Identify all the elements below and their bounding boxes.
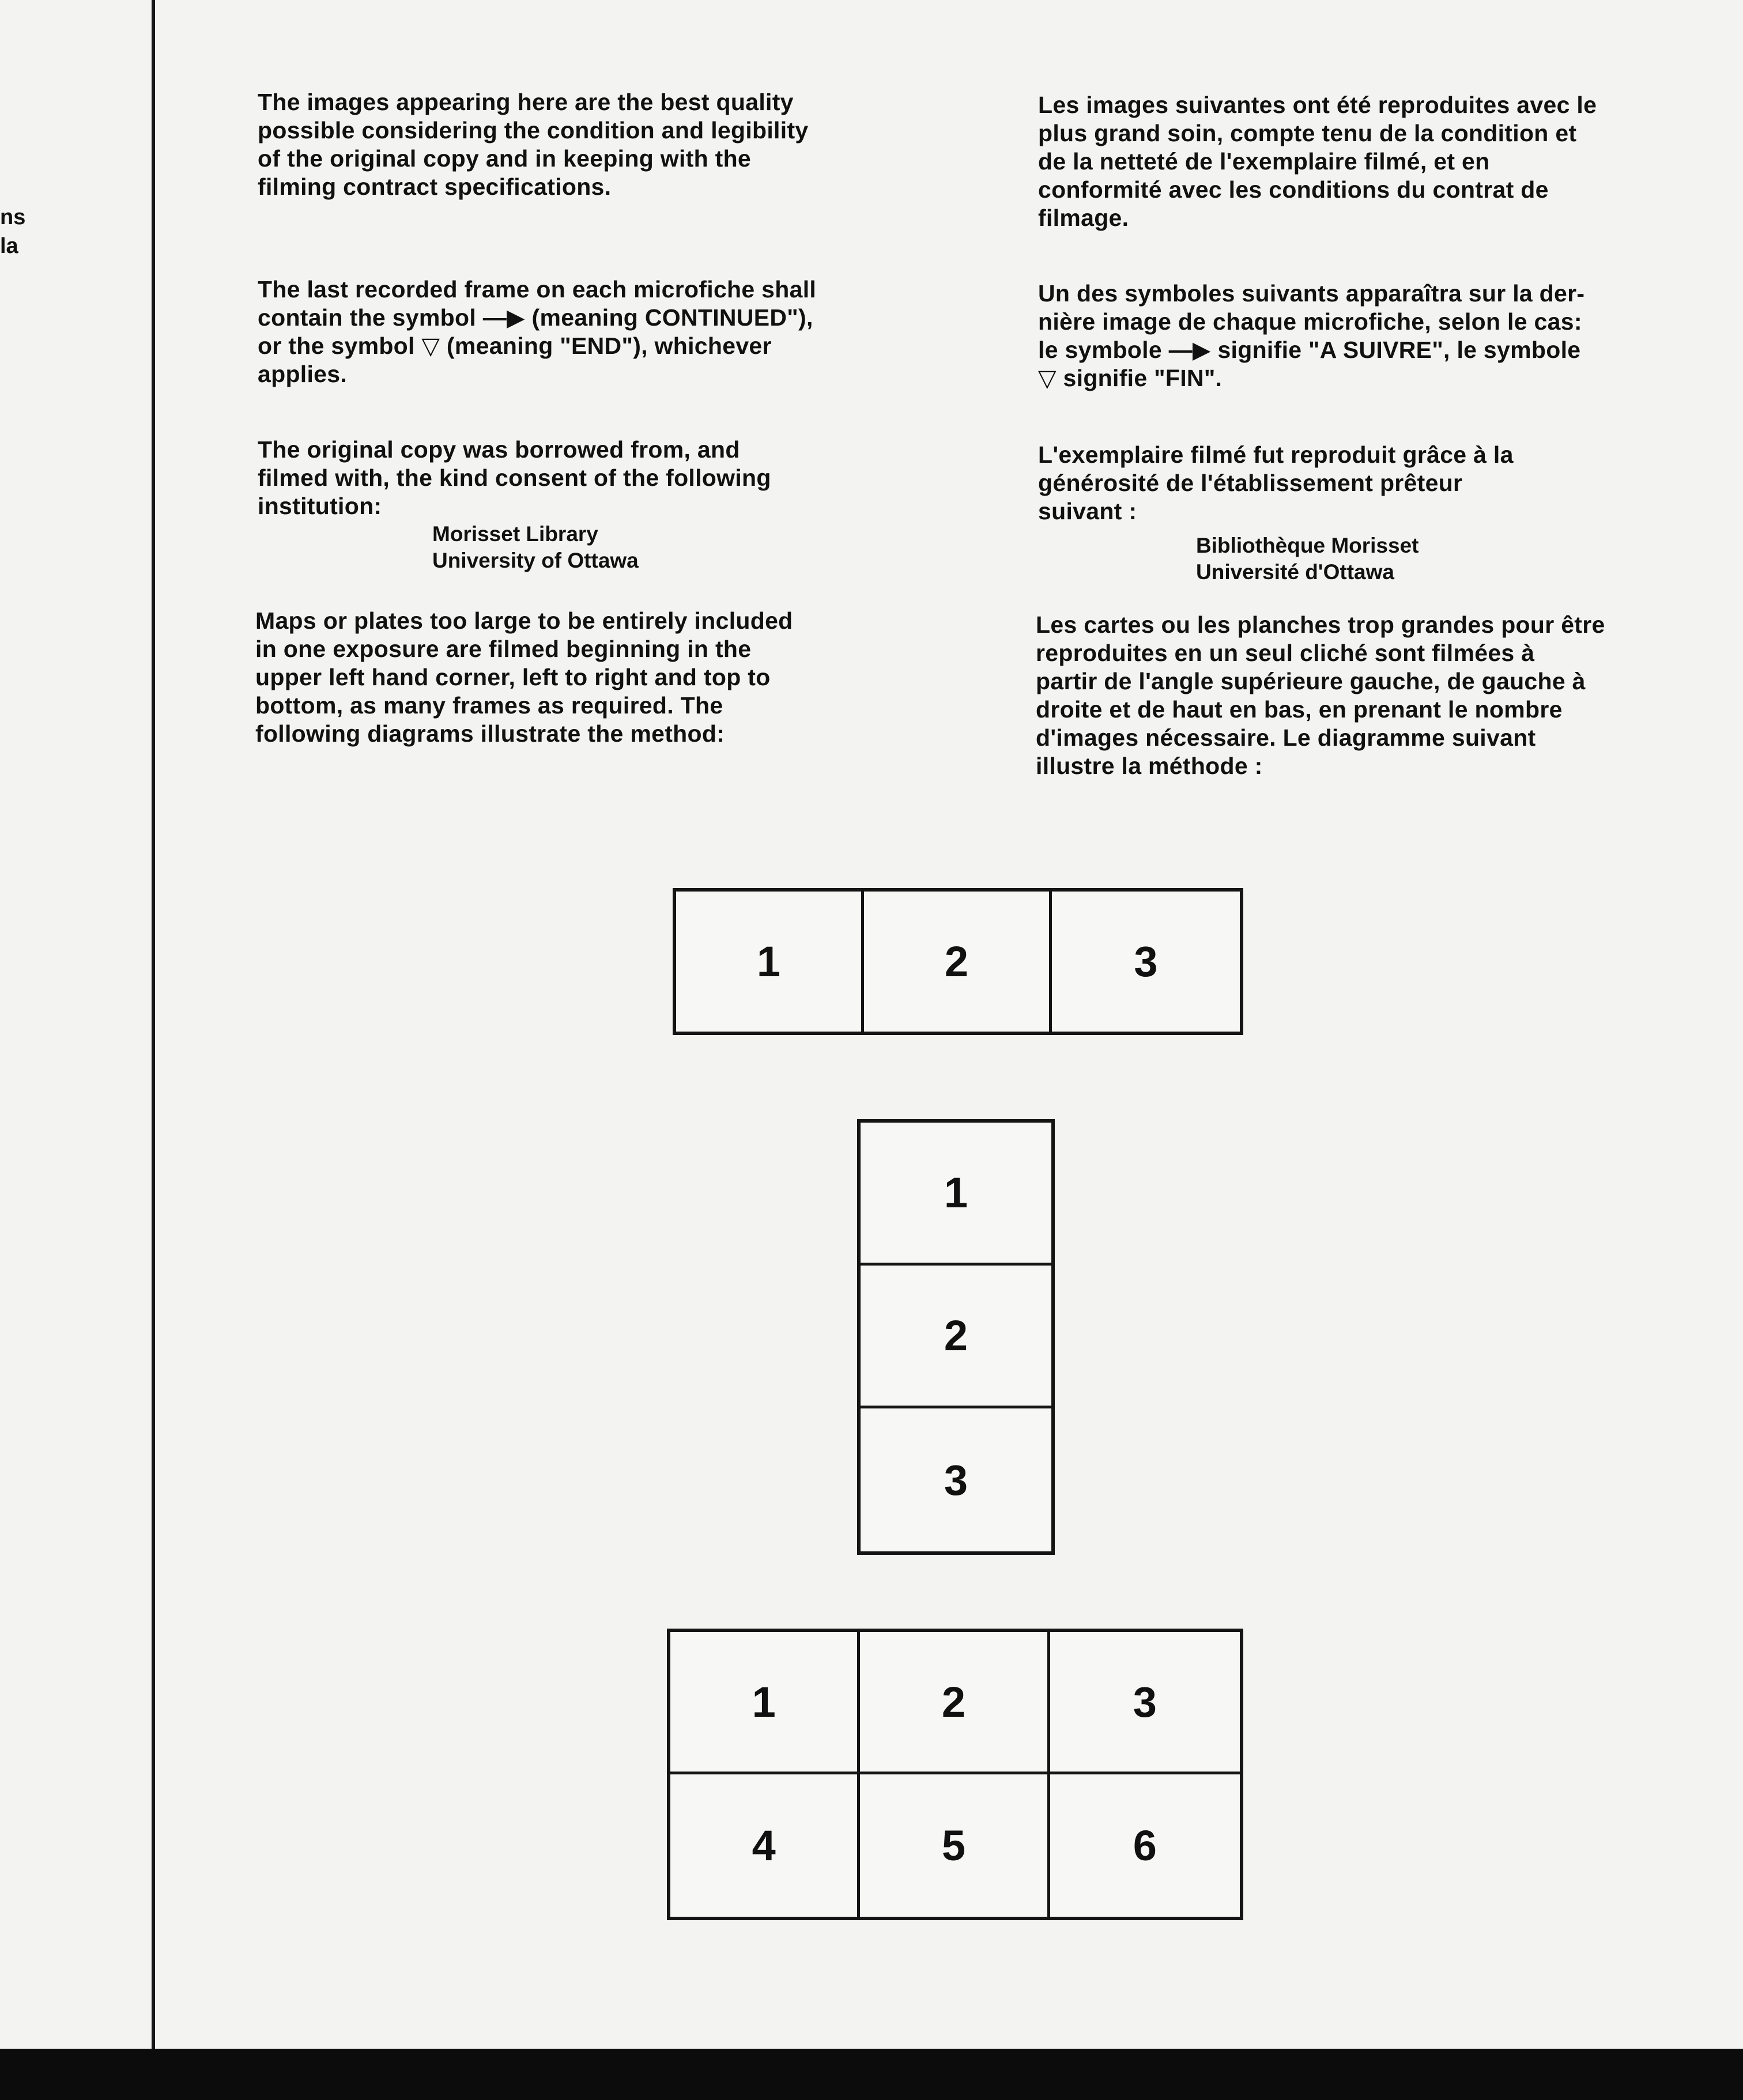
english-maps-statement: Maps or plates too large to be entirely included in one exposure are filmed beginning in the upper left hand corner, left to right and top to bottom, as many frames as required. The following diagrams illustrate the method: [255,607,793,747]
frame-cell: 6 [1133,1822,1157,1869]
french-maps-statement: Les cartes ou les planches trop grandes pour être reproduites en un seul cliché sont filmées à partir de l'angle supérieure gauche, de gauche à droite et de haut en bas, en prenant le nombre d'images nécessaire. Le diagramme suivant illustre la méthode : [1036,611,1605,779]
french-institution-university: Université d'Ottawa [1196,560,1394,584]
french-institution [1196,532,1418,586]
previous-page-edge-fragment: ns la [0,205,26,258]
frame-cell: 2 [864,892,1052,1032]
english-symbol-statement: The last recorded frame on each microfiche shall contain the symbol —▶ (meaning CONTINUED"), or the symbol ▽ (meaning "END"), whichever applies. [258,276,817,387]
french-quality-statement: Les images suivantes ont été reproduites avec le plus grand soin, compte tenu de la condition et de la netteté de l'exemplaire filmé, et en conformité avec les conditions du contrat de filmage. [1038,92,1597,231]
vertical-frame-diagram [857,1119,1055,1555]
frame-cell: 2 [860,1632,1050,1774]
frame-cell: 4 [670,1774,860,1917]
frame-cell: 2 [861,1266,1051,1408]
left-border-line [152,0,155,2049]
bottom-black-border [0,2049,1743,2100]
frame-cell: 3 [944,1456,968,1504]
frame-cell: 3 [1134,938,1158,985]
english-institution-name: Morisset Library [432,522,598,546]
english-borrowed-statement: The original copy was borrowed from, and filmed with, the kind consent of the following institution: [258,436,771,519]
french-borrowed-statement: L'exemplaire filmé fut reproduit grâce à la générosité de l'établissement prêteur suivant : [1038,441,1514,524]
french-institution-name: Bibliothèque Morisset [1196,534,1419,557]
frame-cell: 3 [1050,1632,1240,1774]
grid-frame-diagram [667,1629,1243,1920]
horizontal-frame-diagram [673,888,1243,1035]
frame-cell: 1 [861,1123,1051,1266]
english-quality-statement: The images appearing here are the best quality possible considering the condition and legibility of the original copy and in keeping with the filming contract specifications. [258,89,809,200]
frame-cell: 1 [670,1632,860,1774]
french-symbol-statement: Un des symboles suivants apparaîtra sur la der- nière image de chaque microfiche, selon le cas: le symbole —▶ signifie "A SUIVRE", le symbole ▽ signifie "FIN". [1038,280,1585,391]
frame-cell: 1 [676,892,864,1032]
english-institution [432,521,639,574]
english-institution-university: University of Ottawa [432,549,639,572]
frame-cell: 5 [860,1774,1050,1917]
